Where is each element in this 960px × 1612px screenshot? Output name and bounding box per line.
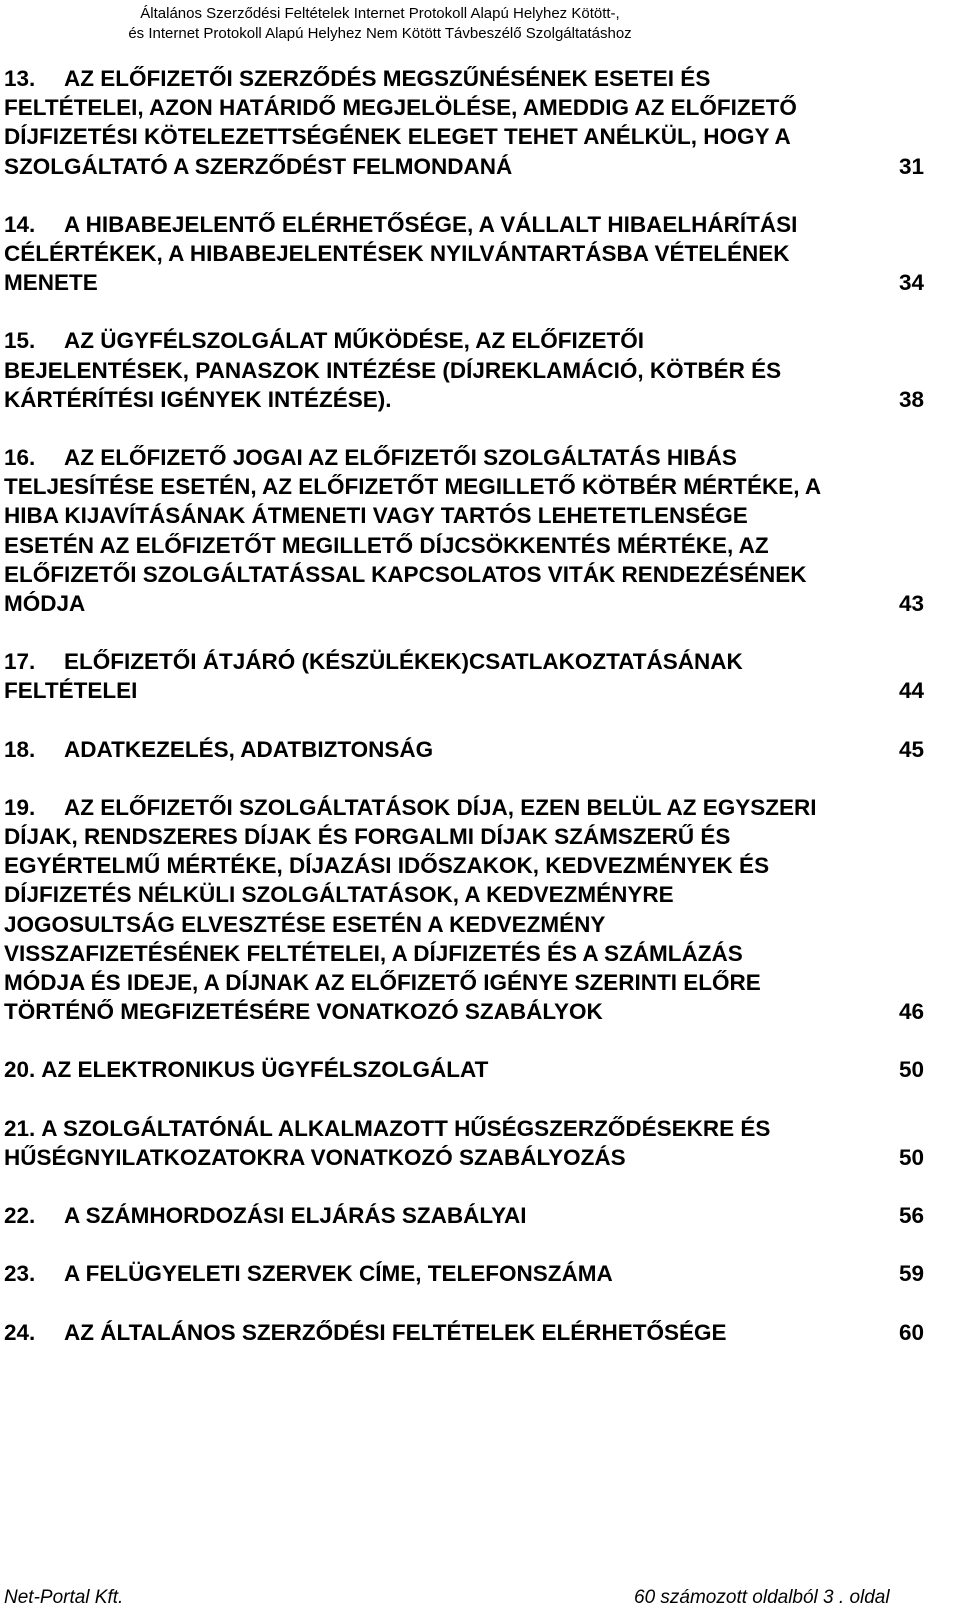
toc-entry-title: AZ ELŐFIZETŐI SZERZŐDÉS MEGSZŰNÉSÉNEK ESETEI ÉS [64,66,711,91]
toc-entry-title: BEJELENTÉSEK, PANASZOK INTÉZÉSE (DÍJREKLAMÁCIÓ, KÖTBÉR ÉS [4,357,782,383]
toc-entry-line [4,472,924,501]
toc-entry-title: AZ ELŐFIZETŐI SZOLGÁLTATÁSOK DÍJA, EZEN BELÜL AZ EGYSZERI [64,794,817,820]
toc-entry-line [4,443,924,472]
toc-entry-page-number: 56 [898,1203,924,1229]
toc-entry-number: 14. [4,211,36,237]
toc-entry-title: A SZÁMHORDOZÁSI ELJÁRÁS SZABÁLYAI [64,1203,527,1229]
toc-entry-number: 23. [4,1261,36,1287]
toc-entry-line [4,501,924,530]
toc-entry-line [4,997,924,1026]
toc-entry-page-number: 59 [898,1261,924,1287]
footer-page-info: 60 számozott oldalból 3 . oldal [634,1587,890,1608]
toc-entry-number: 16. [4,445,36,471]
toc-entry-page-number: 45 [898,736,924,762]
toc-entry-line [4,647,924,676]
toc-entry-title: AZ ÜGYFÉLSZOLGÁLAT MŰKÖDÉSE, AZ ELŐFIZETŐI [64,328,644,354]
toc-entry-title: AZ ELEKTRONIKUS ÜGYFÉLSZOLGÁLAT [41,1057,489,1083]
toc-entry-line [4,356,924,385]
toc-entry-line [4,64,924,93]
toc-entry-line [4,560,924,589]
toc-entry-number: 17. [4,649,36,675]
toc-entry[interactable] [4,64,924,181]
toc-entry-title: DÍJFIZETÉS NÉLKÜLI SZOLGÁLTATÁSOK, A KEDVEZMÉNYRE [4,882,674,908]
toc-entry-number: 22. [4,1203,36,1229]
toc-entry-line [4,851,924,880]
toc-entry-line [4,239,924,268]
toc-entry[interactable] [4,1259,924,1288]
toc-entry[interactable] [4,326,924,414]
toc-entry-title: A HIBABEJELENTŐ ELÉRHETŐSÉGE, A VÁLLALT HIBAELHÁRÍTÁSI [64,211,798,237]
toc-entry[interactable] [4,443,924,618]
toc-entry-title: A SZOLGÁLTATÓNÁL ALKALMAZOTT HŰSÉGSZERZŐDÉSEKRE ÉS [41,1115,771,1141]
toc-entry-page-number: 50 [898,1144,924,1170]
toc-entry-title: DÍJFIZETÉSI KÖTELEZETTSÉGÉNEK ELEGET TEHET ANÉLKÜL, HOGY A [4,124,791,150]
toc-entry-line [4,1259,924,1288]
toc-entry-title: A FELÜGYELETI SZERVEK CÍME, TELEFONSZÁMA [64,1261,613,1287]
toc-entry-line [4,93,924,122]
toc-entry-line [4,968,924,997]
toc-entry-title: EGYÉRTELMŰ MÉRTÉKE, DÍJAZÁSI IDŐSZAKOK, KEDVEZMÉNYEK ÉS [4,853,770,879]
toc-entry-page-number: 34 [898,270,924,296]
toc-entry-line [4,385,924,414]
toc-entry-title: ADATKEZELÉS, ADATBIZTONSÁG [64,736,434,762]
toc-entry-line [4,735,924,764]
toc-entry-line [4,880,924,909]
toc-entry-line [4,531,924,560]
toc-entry-page-number: 43 [898,591,924,617]
toc-entry[interactable] [4,647,924,705]
toc-entry[interactable] [4,1114,924,1172]
toc-entry-title: SZOLGÁLTATÓ A SZERZŐDÉST FELMONDANÁ [4,153,513,179]
toc-entry-title: AZ ELŐFIZETŐ JOGAI AZ ELŐFIZETŐI SZOLGÁLTATÁS HIBÁS [64,445,737,471]
toc-entry-line [4,939,924,968]
toc-entry-line [4,1201,924,1230]
toc-entry-line [4,326,924,355]
toc-entry-line [4,910,924,939]
toc-entry-title: HIBA KIJAVÍTÁSÁNAK ÁTMENETI VAGY TARTÓS LEHETETLENSÉGE [4,503,748,529]
toc-entry-line [4,589,924,618]
toc-entry-page-number: 50 [898,1057,924,1083]
toc-entry-title: FELTÉTELEI [4,678,138,704]
toc-entry-title: CÉLÉRTÉKEK, A HIBABEJELENTÉSEK NYILVÁNTARTÁSBA VÉTELÉNEK [4,241,790,267]
toc-entry-number: 24. [4,1319,36,1345]
toc-entry-number: 19. [4,794,36,820]
toc-entry-page-number: 38 [898,386,924,412]
toc-entry[interactable] [4,1201,924,1230]
document-header [0,4,760,44]
toc-entry-line [4,1114,924,1143]
page-footer [4,1584,960,1612]
toc-entry-title: TÖRTÉNŐ MEGFIZETÉSÉRE VONATKOZÓ SZABÁLYOK [4,999,603,1025]
header-line-2: és Internet Protokoll Alapú Helyhez Nem Kötött Távbeszélő Szolgáltatáshoz [128,25,632,42]
toc-entry-title: ESETÉN AZ ELŐFIZETŐT MEGILLETŐ DÍJCSÖKKENTÉS MÉRTÉKE, AZ [4,532,769,558]
toc-entry-title: JOGOSULTSÁG ELVESZTÉSE ESETÉN A KEDVEZMÉNY [4,911,606,937]
toc-entry-line [4,1318,924,1347]
toc-entry-page-number: 31 [898,153,924,179]
header-line-1: Általános Szerződési Feltételek Internet Protokoll Alapú Helyhez Kötött-, [140,5,620,22]
toc-entry-title: MÓDJA ÉS IDEJE, A DÍJNAK AZ ELŐFIZETŐ IGÉNYE SZERINTI ELŐRE [4,970,761,996]
toc-entry-line [4,152,924,181]
toc-entry-title: HŰSÉGNYILATKOZATOKRA VONATKOZÓ SZABÁLYOZÁS [4,1144,626,1170]
toc-entry-line [4,210,924,239]
toc-entry-page-number: 60 [898,1319,924,1345]
toc-entry-number: 13. [4,66,36,91]
toc-entry-title: KÁRTÉRÍTÉSI IGÉNYEK INTÉZÉSE). [4,386,392,412]
toc-entry-page-number: 46 [898,999,924,1025]
toc-entry-title: DÍJAK, RENDSZERES DÍJAK ÉS FORGALMI DÍJAK SZÁMSZERŰ ÉS [4,824,731,850]
toc-entry-title: ELŐFIZETŐI SZOLGÁLTATÁSSAL KAPCSOLATOS VITÁK RENDEZÉSÉNEK [4,561,807,587]
toc-entry-line [4,1055,924,1084]
toc-entry-title: ELŐFIZETŐI ÁTJÁRÓ (KÉSZÜLÉKEK)CSATLAKOZTATÁSÁNAK [64,649,743,675]
toc-entry[interactable] [4,1318,924,1347]
toc-entry[interactable] [4,735,924,764]
toc-entry[interactable] [4,210,924,298]
toc-entry-line [4,822,924,851]
toc-entry-title: MÓDJA [4,591,86,617]
toc-entry[interactable] [4,1055,924,1084]
toc-entry-number: 20. [4,1057,36,1083]
toc-entry-line [4,268,924,297]
toc-entry-title: MENETE [4,270,98,296]
toc-entry-number: 18. [4,736,36,762]
toc-entry-page-number: 44 [898,678,924,704]
toc-entry-title: FELTÉTELEI, AZON HATÁRIDŐ MEGJELÖLÉSE, AMEDDIG AZ ELŐFIZETŐ [4,95,797,121]
footer-company: Net-Portal Kft. [4,1587,124,1608]
toc-entry-title: VISSZAFIZETÉSÉNEK FELTÉTELEI, A DÍJFIZETÉS ÉS A SZÁMLÁZÁS [4,940,743,966]
toc-entry-title: TELJESÍTÉSE ESETÉN, AZ ELŐFIZETŐT MEGILLETŐ KÖTBÉR MÉRTÉKE, A [4,474,822,500]
table-of-contents [4,64,924,1376]
toc-entry-line [4,793,924,822]
toc-entry[interactable] [4,793,924,1027]
toc-entry-line [4,676,924,705]
toc-entry-number: 15. [4,328,36,354]
toc-entry-line [4,1143,924,1172]
toc-entry-line [4,122,924,151]
toc-entry-title: AZ ÁLTALÁNOS SZERZŐDÉSI FELTÉTELEK ELÉRHETŐSÉGE [64,1319,727,1345]
toc-entry-number: 21. [4,1115,36,1141]
